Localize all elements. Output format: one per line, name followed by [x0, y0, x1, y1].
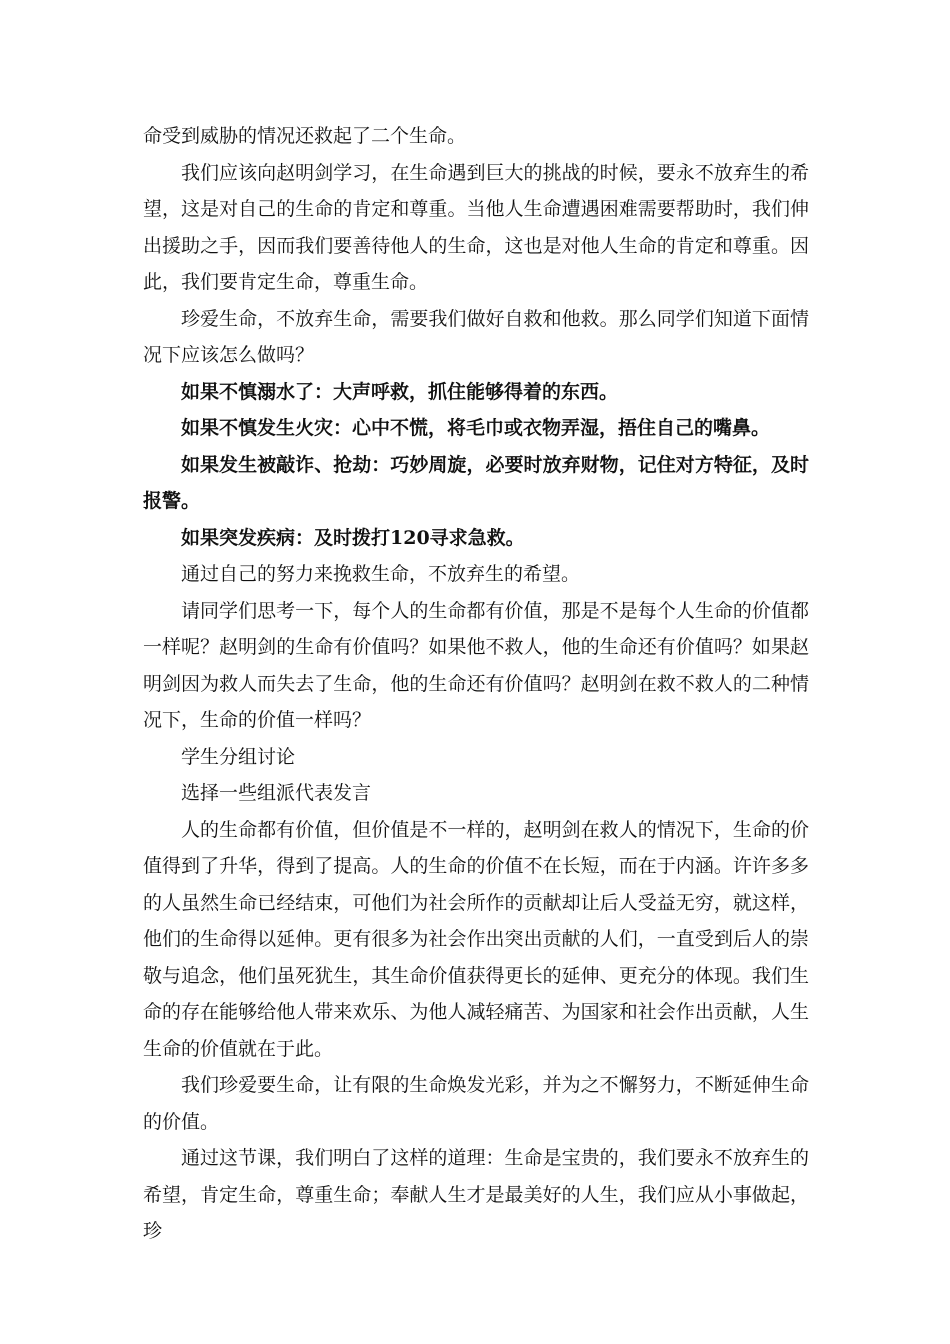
bold-paragraph: 如果不慎溺水了：大声呼救，抓住能够得着的东西。	[181, 380, 619, 403]
bold-paragraph: 如果不慎发生火灾：心中不慌，将毛巾或衣物弄湿，捂住自己的嘴鼻。	[181, 417, 771, 439]
bold-paragraph: 如果突发疾病：及时拨打120寻求急救。	[181, 526, 525, 549]
paragraph: 学生分组讨论	[181, 745, 296, 768]
paragraph: 通过自己的努力来挽救生命，不放弃生的希望。	[181, 563, 581, 585]
paragraph: 选择一些组派代表发言	[181, 782, 372, 804]
bold-paragraph: 如果发生被敲诈、抢劫：巧妙周旋，必要时放弃财物，记住对方特征，及时报警。	[143, 453, 809, 512]
paragraph: 命受到威胁的情况还救起了二个生命。	[143, 125, 467, 147]
document-page	[143, 118, 809, 1250]
paragraph: 我们珍爱要生命，让有限的生命焕发光彩，并为之不懈努力，不断延伸生命的价值。	[143, 1074, 809, 1133]
paragraph: 人的生命都有价值，但价值是不一样的，赵明剑在救人的情况下，生命的价值得到了升华，得到了提高。人的生命的价值不在长短，而在于内涵。许许多多的人虽然生命已经结束，可他们为社会所作的贡献却让后人受益无穷，就这样，他们的生命得以延伸。更有很多为社会作出突出贡献的人们，一直受到后人的崇敬与追念，他们虽死犹生，其生命价值获得更长的延伸、更充分的体现。我们生命的存在能够给他人带来欢乐、为他人减轻痛苦、为国家和社会作出贡献，人生生命的价值就在于此。	[143, 818, 809, 1060]
paragraph: 请同学们思考一下，每个人的生命都有价值，那是不是每个人生命的价值都一样呢？赵明剑的生命有价值吗？如果他不救人，他的生命还有价值吗？如果赵明剑因为救人而失去了生命，他的生命还有价值吗？赵明剑在救不救人的二种情况下，生命的价值一样吗？	[143, 599, 809, 731]
paragraph: 我们应该向赵明剑学习，在生命遇到巨大的挑战的时候，要永不放弃生的希望，这是对自己的生命的肯定和尊重。当他人生命遭遇困难需要帮助时，我们伸出援助之手，因而我们要善待他人的生命，这也是对他人生命的肯定和尊重。因此，我们要肯定生命，尊重生命。	[143, 161, 809, 293]
paragraph: 通过这节课，我们明白了这样的道理：生命是宝贵的，我们要永不放弃生的希望，肯定生命，尊重生命；奉献人生才是最美好的人生，我们应从小事做起，珍	[143, 1147, 809, 1242]
paragraph: 珍爱生命，不放弃生命，需要我们做好自救和他救。那么同学们知道下面情况下应该怎么做吗？	[143, 307, 809, 366]
